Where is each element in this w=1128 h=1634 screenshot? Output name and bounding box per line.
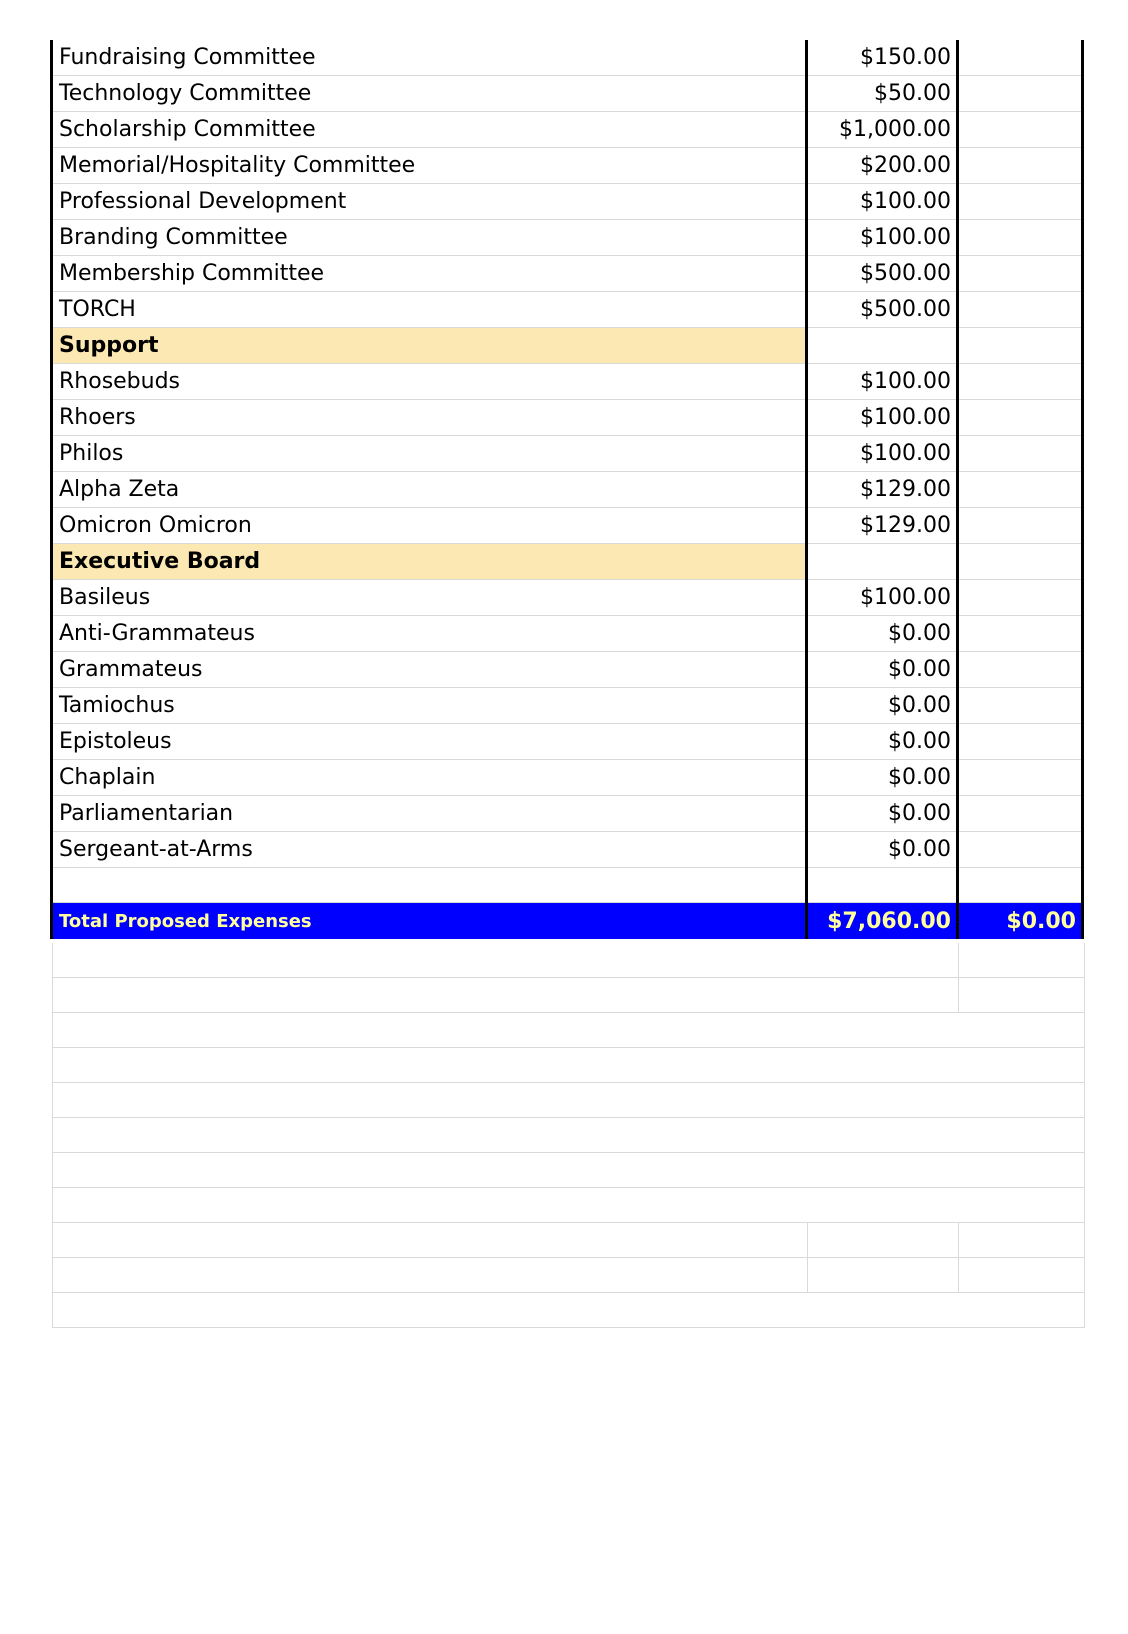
empty-grid-row[interactable] — [53, 1188, 1084, 1223]
total-proposed-value: $7,060.00 — [827, 908, 951, 934]
expense-label[interactable]: TORCH — [59, 297, 136, 322]
expense-actual[interactable] — [958, 796, 1083, 831]
empty-grid-row[interactable] — [53, 1293, 1084, 1328]
expense-row — [52, 796, 1083, 832]
expense-row — [52, 400, 1083, 436]
expense-amount[interactable]: $100.00 — [860, 585, 951, 610]
expense-actual[interactable] — [958, 328, 1083, 363]
column-border-left — [50, 40, 53, 939]
expense-row — [52, 616, 1083, 652]
grid-divider — [807, 1223, 808, 1257]
expense-amount[interactable]: $150.00 — [860, 45, 951, 70]
expense-amount[interactable]: $500.00 — [860, 261, 951, 286]
blank-actual-cell[interactable] — [958, 868, 1083, 902]
expense-actual[interactable] — [958, 40, 1083, 75]
empty-grid-row[interactable] — [53, 1258, 1084, 1293]
expense-label[interactable]: Rhosebuds — [59, 369, 181, 394]
expense-amount[interactable]: $50.00 — [874, 81, 951, 106]
expense-amount[interactable]: $129.00 — [860, 513, 951, 538]
expense-amount[interactable]: $1,000.00 — [839, 117, 951, 142]
expense-row — [52, 76, 1083, 112]
expense-amount[interactable] — [807, 544, 958, 579]
expense-amount[interactable]: $0.00 — [888, 657, 951, 682]
expense-actual[interactable] — [958, 760, 1083, 795]
total-row — [52, 903, 1083, 939]
expense-label[interactable]: Alpha Zeta — [59, 477, 180, 502]
expense-label[interactable]: Epistoleus — [59, 729, 172, 754]
grid-divider — [958, 1258, 959, 1292]
expense-amount[interactable]: $100.00 — [860, 369, 951, 394]
section-header-row — [52, 544, 1083, 580]
expense-amount[interactable]: $0.00 — [888, 729, 951, 754]
expense-row — [52, 184, 1083, 220]
expense-label[interactable]: Chaplain — [59, 765, 156, 790]
expense-label[interactable]: Membership Committee — [59, 261, 325, 286]
grid-divider — [807, 1258, 808, 1292]
expense-row — [52, 508, 1083, 544]
expense-actual[interactable] — [958, 292, 1083, 327]
blank-label-cell[interactable] — [52, 868, 807, 902]
expense-amount[interactable]: $0.00 — [888, 837, 951, 862]
expense-rows — [52, 40, 1083, 868]
expense-label[interactable]: Omicron Omicron — [59, 513, 252, 538]
expense-label[interactable]: Branding Committee — [59, 225, 288, 250]
expense-actual[interactable] — [958, 436, 1083, 471]
expense-actual[interactable] — [958, 544, 1083, 579]
expense-row — [52, 220, 1083, 256]
column-border-actual — [956, 40, 959, 939]
expense-amount[interactable]: $200.00 — [860, 153, 951, 178]
expense-actual[interactable] — [958, 256, 1083, 291]
expense-amount[interactable]: $0.00 — [888, 765, 951, 790]
expense-row — [52, 652, 1083, 688]
empty-grid-row[interactable] — [53, 1013, 1084, 1048]
expense-label[interactable]: Scholarship Committee — [59, 117, 316, 142]
expense-label[interactable]: Philos — [59, 441, 124, 466]
expense-actual[interactable] — [958, 688, 1083, 723]
expense-row — [52, 40, 1083, 76]
expense-amount[interactable]: $100.00 — [860, 441, 951, 466]
expense-actual[interactable] — [958, 184, 1083, 219]
expense-label[interactable]: Memorial/Hospitality Committee — [59, 153, 416, 178]
expense-actual[interactable] — [958, 652, 1083, 687]
expense-label[interactable]: Fundraising Committee — [59, 45, 316, 70]
total-actual-value: $0.00 — [1006, 908, 1076, 934]
expense-label[interactable]: Rhoers — [59, 405, 136, 430]
expense-amount[interactable]: $100.00 — [860, 189, 951, 214]
expense-row — [52, 112, 1083, 148]
expense-row — [52, 256, 1083, 292]
expense-row — [52, 364, 1083, 400]
expense-actual[interactable] — [958, 76, 1083, 111]
empty-grid-row[interactable] — [53, 1153, 1084, 1188]
expense-actual[interactable] — [958, 148, 1083, 183]
expense-row — [52, 832, 1083, 868]
blank-amount-cell[interactable] — [807, 868, 958, 902]
expense-actual[interactable] — [958, 220, 1083, 255]
section-label[interactable]: Executive Board — [52, 544, 807, 579]
expense-row — [52, 688, 1083, 724]
blank-row — [52, 868, 1083, 903]
expense-row — [52, 472, 1083, 508]
expense-amount[interactable]: $0.00 — [888, 621, 951, 646]
expense-label[interactable]: Technology Committee — [59, 81, 312, 106]
expense-actual[interactable] — [958, 400, 1083, 435]
expense-actual[interactable] — [958, 832, 1083, 867]
expense-label[interactable]: Sergeant-at-Arms — [59, 837, 253, 862]
column-border-right — [1081, 40, 1084, 939]
expense-actual[interactable] — [958, 508, 1083, 543]
expense-label[interactable]: Professional Development — [59, 189, 347, 214]
section-label[interactable]: Support — [52, 328, 807, 363]
expense-amount[interactable]: $100.00 — [860, 405, 951, 430]
expense-amount[interactable]: $100.00 — [860, 225, 951, 250]
empty-grid-row[interactable] — [53, 978, 1084, 1013]
expense-label[interactable]: Tamiochus — [59, 693, 175, 718]
section-header-row — [52, 328, 1083, 364]
empty-grid-row[interactable] — [53, 1223, 1084, 1258]
expense-row — [52, 292, 1083, 328]
expense-row — [52, 724, 1083, 760]
expense-label[interactable]: Parliamentarian — [59, 801, 234, 826]
total-label: Total Proposed Expenses — [59, 910, 312, 932]
expense-amount[interactable]: $129.00 — [860, 477, 951, 502]
expense-actual[interactable] — [958, 472, 1083, 507]
expense-actual[interactable] — [958, 112, 1083, 147]
expense-actual[interactable] — [958, 724, 1083, 759]
expense-label[interactable]: Basileus — [59, 585, 151, 610]
empty-grid-row[interactable] — [53, 1048, 1084, 1083]
expense-amount[interactable]: $0.00 — [888, 801, 951, 826]
grid-divider — [958, 943, 959, 977]
column-border-amount — [805, 40, 808, 939]
budget-expense-table — [52, 40, 1083, 939]
expense-row — [52, 148, 1083, 184]
grid-divider — [958, 978, 959, 1012]
empty-grid-area — [52, 943, 1085, 1328]
empty-grid-row[interactable] — [53, 1118, 1084, 1153]
expense-actual[interactable] — [958, 616, 1083, 651]
empty-grid-row[interactable] — [53, 943, 1084, 978]
empty-grid-row[interactable] — [53, 1083, 1084, 1118]
expense-label[interactable]: Grammateus — [59, 657, 203, 682]
expense-row — [52, 580, 1083, 616]
expense-label[interactable]: Anti-Grammateus — [59, 621, 255, 646]
expense-row — [52, 760, 1083, 796]
expense-amount[interactable]: $500.00 — [860, 297, 951, 322]
expense-row — [52, 436, 1083, 472]
expense-amount[interactable]: $0.00 — [888, 693, 951, 718]
expense-actual[interactable] — [958, 580, 1083, 615]
expense-actual[interactable] — [958, 364, 1083, 399]
expense-amount[interactable] — [807, 328, 958, 363]
grid-divider — [958, 1223, 959, 1257]
